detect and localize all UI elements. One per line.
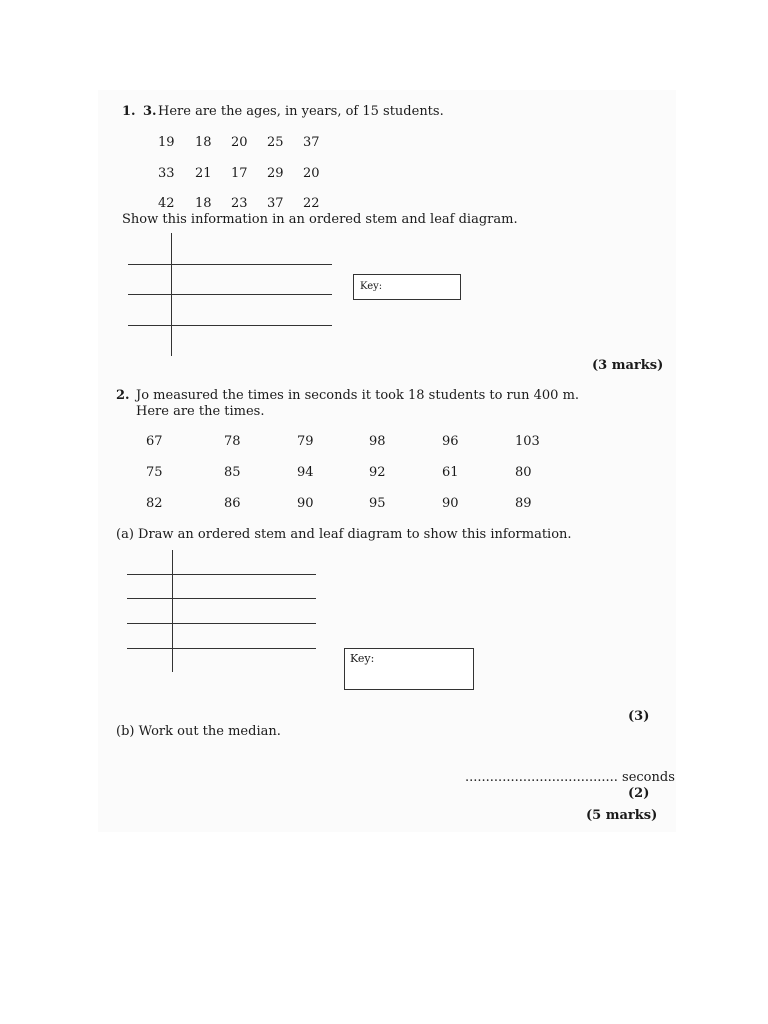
q2-grid-line — [127, 623, 316, 624]
q1-age: 20 — [303, 166, 320, 181]
q2-time: 90 — [297, 496, 314, 511]
q1-age: 37 — [303, 135, 320, 150]
q2-time: 95 — [369, 496, 386, 511]
q2-time: 90 — [442, 496, 459, 511]
q1-number: 1. — [122, 104, 136, 119]
q2-time: 103 — [515, 434, 540, 449]
q1-marks: (3 marks) — [592, 358, 664, 373]
q1-question-text: Here are the ages, in years, of 15 students. — [158, 104, 444, 119]
q1-age: 20 — [231, 135, 248, 150]
q1-age: 19 — [158, 135, 175, 150]
q2-time: 67 — [146, 434, 163, 449]
q2-time: 86 — [224, 496, 241, 511]
q1-grid-line — [128, 325, 332, 326]
q1-age: 21 — [195, 166, 212, 181]
q2-part-a: (a) Draw an ordered stem and leaf diagram to show this information. — [116, 527, 572, 542]
q2-part-a-marks: (3) — [628, 709, 650, 724]
q2-time: 94 — [297, 465, 314, 480]
q2-time: 75 — [146, 465, 163, 480]
q2-part-b: (b) Work out the median. — [116, 724, 281, 739]
question-sheet — [98, 90, 676, 832]
q2-time: 79 — [297, 434, 314, 449]
q1-age: 42 — [158, 196, 175, 211]
q1-age: 22 — [303, 196, 320, 211]
q2-time: 96 — [442, 434, 459, 449]
q2-number: 2. — [116, 388, 130, 403]
q2-grid-line — [127, 598, 316, 599]
q2-part-b-marks: (2) — [628, 786, 650, 801]
q1-grid-line — [128, 264, 332, 265]
q2-grid-line — [127, 648, 316, 649]
q1-age: 23 — [231, 196, 248, 211]
q2-time: 61 — [442, 465, 459, 480]
q1-key-label: Key: — [360, 281, 383, 292]
q2-stem-divider — [172, 550, 173, 672]
q2-time: 82 — [146, 496, 163, 511]
q1-age: 25 — [267, 135, 284, 150]
q2-question-line2: Here are the times. — [136, 404, 265, 419]
q1-instruction: Show this information in an ordered stem and leaf diagram. — [122, 212, 518, 227]
q2-key-label: Key: — [350, 652, 375, 665]
median-answer-line[interactable]: ..................................... seconds — [465, 770, 675, 785]
q1-age: 17 — [231, 166, 248, 181]
q2-time: 92 — [369, 465, 386, 480]
q1-age: 33 — [158, 166, 175, 181]
q1-grid-line — [128, 294, 332, 295]
q2-total-marks: (5 marks) — [586, 808, 658, 823]
q2-time: 89 — [515, 496, 532, 511]
q2-grid-line — [127, 574, 316, 575]
q1-age: 18 — [195, 196, 212, 211]
q1-sub-number: 3. — [143, 104, 157, 119]
q2-time: 80 — [515, 465, 532, 480]
q1-age: 37 — [267, 196, 284, 211]
q2-time: 85 — [224, 465, 241, 480]
q1-age: 18 — [195, 135, 212, 150]
q2-time: 78 — [224, 434, 241, 449]
q1-age: 29 — [267, 166, 284, 181]
q2-time: 98 — [369, 434, 386, 449]
q2-question-line1: Jo measured the times in seconds it took 18 students to run 400 m. — [136, 388, 580, 403]
q2-key-box[interactable] — [344, 648, 474, 690]
q1-key-box[interactable] — [353, 274, 461, 300]
